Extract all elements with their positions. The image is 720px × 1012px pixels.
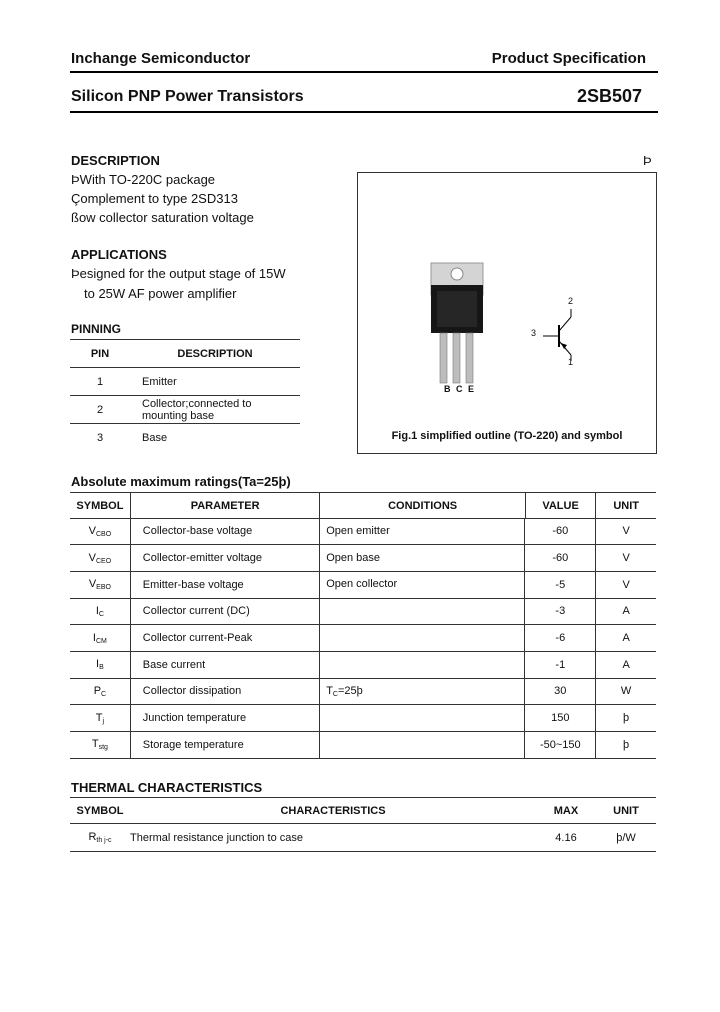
condition-sub: C xyxy=(332,690,338,698)
pnp-symbol-icon xyxy=(533,301,613,381)
symbol-pin-left: 3 xyxy=(531,328,537,338)
symbol-main: V xyxy=(88,578,97,591)
rating-parameter: Junction temperature xyxy=(130,705,319,732)
description-text: ow collector saturation voltage xyxy=(78,210,254,225)
rating-unit: V xyxy=(596,518,656,545)
symbol-pin-bottom: 1 xyxy=(568,357,574,367)
rating-condition xyxy=(320,678,525,705)
pin-number: 1 xyxy=(96,375,104,388)
table-row xyxy=(70,571,656,598)
rating-unit: A xyxy=(596,598,656,625)
symbol-sub: stg xyxy=(98,744,108,752)
description-item-3 xyxy=(71,210,254,225)
bullet-icon: Þ xyxy=(71,172,80,187)
rating-value: -60 xyxy=(525,518,596,545)
company-name: Inchange Semiconductor xyxy=(71,50,251,67)
pin-desc-header: DESCRIPTION xyxy=(177,347,253,360)
rating-symbol xyxy=(70,518,130,545)
symbol-main: P xyxy=(93,684,102,697)
symbol-main: R xyxy=(88,831,97,843)
symbol-sub: C xyxy=(101,690,107,698)
thermal-title: THERMAL CHARACTERISTICS xyxy=(71,780,263,795)
table-row xyxy=(70,678,656,705)
symbol-sub: CEO xyxy=(95,557,112,565)
table-row xyxy=(70,368,300,396)
condition-text: =25þ xyxy=(337,684,363,697)
value-header: VALUE xyxy=(525,493,596,519)
table-row xyxy=(70,598,656,625)
symbol-pin-top: 2 xyxy=(568,296,574,306)
symbol-sub: B xyxy=(99,664,104,672)
condition-text: Open emitter xyxy=(326,524,390,537)
rating-symbol xyxy=(70,705,130,732)
abs-max-table xyxy=(70,492,656,519)
lead-label-c: C xyxy=(456,384,463,394)
rating-value: -3 xyxy=(525,598,596,625)
applications-title: APPLICATIONS xyxy=(71,247,167,262)
symbol-main: V xyxy=(88,524,96,537)
pin-header: PIN xyxy=(90,347,110,360)
rating-condition xyxy=(320,732,525,759)
rating-value: -5 xyxy=(525,571,596,598)
header-rule-top xyxy=(70,71,658,73)
description-item-2 xyxy=(71,191,238,206)
bullet-icon: Ç xyxy=(71,191,81,206)
table-row xyxy=(70,518,656,545)
symbol-sub: C xyxy=(98,610,104,618)
rating-symbol xyxy=(70,678,130,705)
product-line: Silicon PNP Power Transistors xyxy=(71,88,304,105)
symbol-main: V xyxy=(88,551,96,564)
rating-value: 30 xyxy=(525,678,596,705)
description-text: omplement to type 2SD313 xyxy=(80,191,238,206)
table-row xyxy=(70,424,300,452)
rating-value: -1 xyxy=(525,651,596,678)
symbol-sub: EBO xyxy=(96,584,111,592)
rating-unit: þ xyxy=(596,705,656,732)
symbol-sub: j xyxy=(102,717,105,725)
rating-unit: A xyxy=(596,625,656,652)
rating-unit: W xyxy=(596,678,656,705)
rating-parameter: Base current xyxy=(130,651,319,678)
figure-caption: Fig.1 simplified outline (TO-220) and symbol xyxy=(391,430,623,442)
table-row xyxy=(70,651,656,678)
table-row xyxy=(70,396,300,424)
symbol-sub: th j-c xyxy=(96,837,112,844)
part-number: 2SB507 xyxy=(576,86,642,106)
bullet-icon: ß xyxy=(71,210,79,225)
applications-line-1 xyxy=(71,266,286,281)
table-row xyxy=(70,824,656,852)
rating-condition xyxy=(320,518,525,545)
symbol-header: SYMBOL xyxy=(76,499,124,512)
applications-text: esigned for the output stage of 15W xyxy=(79,266,286,281)
rating-value: -60 xyxy=(525,545,596,572)
pin-number: 3 xyxy=(96,431,104,444)
rating-condition xyxy=(320,571,525,598)
bullet-icon: Þ xyxy=(71,266,80,281)
rating-parameter: Collector dissipation xyxy=(130,678,319,705)
thermal-table xyxy=(70,797,656,852)
doc-type: Product Specification xyxy=(491,50,646,67)
rating-unit: V xyxy=(596,571,656,598)
table-row xyxy=(70,545,656,572)
thermal-characteristic: Thermal resistance junction to case xyxy=(130,831,304,844)
rating-value: -50~150 xyxy=(525,732,596,759)
condition-symbol: T xyxy=(326,684,333,697)
applications-line-2: to 25W AF power amplifier xyxy=(84,286,237,301)
rating-unit: A xyxy=(596,651,656,678)
rating-condition xyxy=(320,651,525,678)
rating-symbol xyxy=(70,732,130,759)
abs-max-title: Absolute maximum ratings(Ta=25þ) xyxy=(71,474,291,489)
rating-condition xyxy=(320,625,525,652)
table-row xyxy=(70,705,656,732)
thermal-header-row xyxy=(70,798,656,824)
symbol-header: SYMBOL xyxy=(76,804,124,817)
lead-label-b: B xyxy=(444,384,451,394)
pin-description: Emitter xyxy=(142,375,177,388)
pinning-title: PINNING xyxy=(71,322,122,336)
rating-condition xyxy=(320,705,525,732)
rating-symbol xyxy=(70,545,130,572)
symbol-sub: CBO xyxy=(95,530,112,538)
pin-number: 2 xyxy=(96,403,104,416)
condition-text: Open base xyxy=(326,551,381,564)
rating-value: -6 xyxy=(525,625,596,652)
rating-parameter: Emitter-base voltage xyxy=(130,571,319,598)
pinning-table xyxy=(70,339,300,452)
description-item-1 xyxy=(71,172,215,187)
symbol-main: I xyxy=(96,658,100,671)
thermal-unit: þ/W xyxy=(616,831,636,844)
pin-description-line: Collector;connected to xyxy=(142,397,252,410)
rating-value: 150 xyxy=(525,705,596,732)
abs-max-header-row xyxy=(70,493,656,519)
parameter-header: PARAMETER xyxy=(130,493,320,519)
symbol-main: T xyxy=(91,738,99,751)
unit-header: UNIT xyxy=(596,493,656,519)
lead-label-e: E xyxy=(468,384,475,394)
stray-mark: Þ xyxy=(643,153,652,168)
header-rule-bottom xyxy=(70,111,658,113)
symbol-sub: CM xyxy=(95,637,107,645)
rating-parameter: Collector current-Peak xyxy=(130,625,319,652)
rating-symbol xyxy=(70,651,130,678)
rating-parameter: Storage temperature xyxy=(130,732,319,759)
symbol-main: I xyxy=(92,631,96,644)
rating-symbol xyxy=(70,598,130,625)
rating-condition xyxy=(320,545,525,572)
rating-unit: V xyxy=(596,545,656,572)
thermal-max: 4.16 xyxy=(555,831,577,844)
to220-package-icon xyxy=(358,173,656,423)
rating-parameter: Collector-emitter voltage xyxy=(130,545,319,572)
pin-description xyxy=(130,396,300,424)
table-row xyxy=(70,625,656,652)
characteristics-header: CHARACTERISTICS xyxy=(280,804,386,817)
rating-parameter: Collector-base voltage xyxy=(130,518,319,545)
pin-description-line: mounting base xyxy=(142,409,215,422)
rating-unit: þ xyxy=(596,732,656,759)
rating-parameter: Collector current (DC) xyxy=(130,598,319,625)
figure-box xyxy=(357,172,657,454)
condition-text: Open collector xyxy=(326,578,398,591)
abs-max-body xyxy=(70,518,656,759)
rating-symbol xyxy=(70,571,130,598)
description-text: With TO-220C package xyxy=(79,172,216,187)
thermal-symbol xyxy=(70,824,130,852)
description-title: DESCRIPTION xyxy=(71,153,160,168)
symbol-main: T xyxy=(95,711,103,724)
pinning-header-row xyxy=(70,340,300,368)
conditions-header: CONDITIONS xyxy=(320,493,525,519)
rating-condition xyxy=(320,598,525,625)
unit-header: UNIT xyxy=(613,804,639,817)
pin-description: Base xyxy=(142,431,168,444)
symbol-main: I xyxy=(95,604,99,617)
rating-symbol xyxy=(70,625,130,652)
table-row xyxy=(70,732,656,759)
max-header: MAX xyxy=(553,804,579,817)
